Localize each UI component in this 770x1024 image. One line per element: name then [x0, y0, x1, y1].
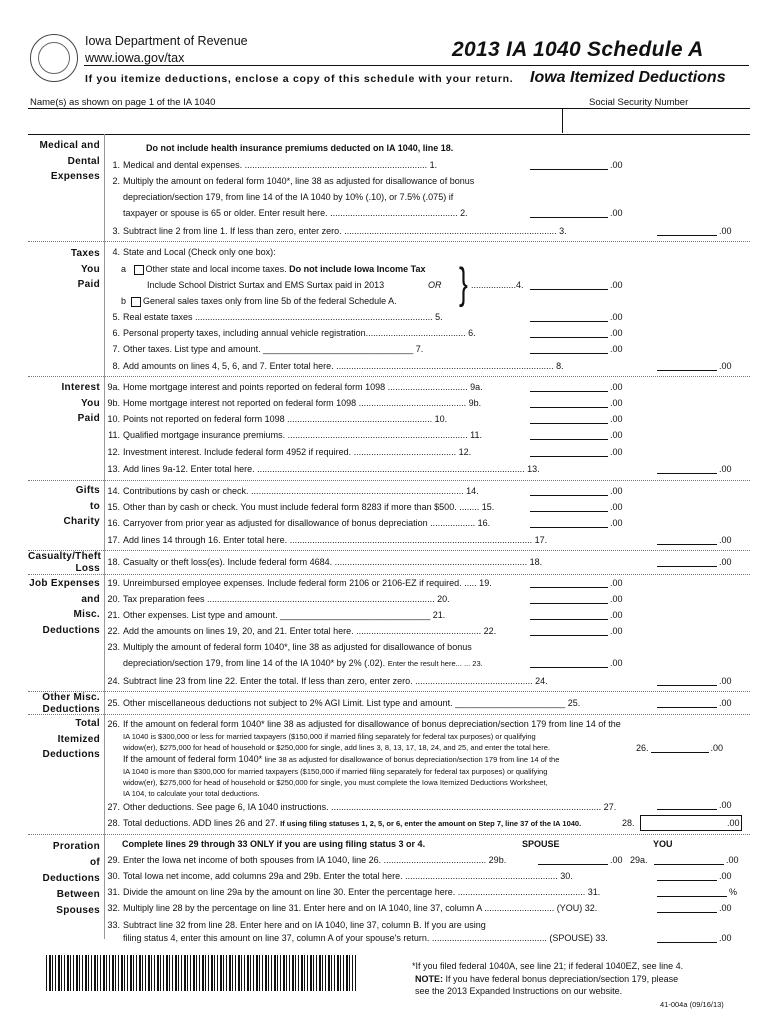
names-label: Name(s) as shown on page 1 of the IA 1040	[30, 97, 216, 108]
line-20-amount[interactable]: .00	[528, 594, 623, 604]
ssn-label: Social Security Number	[589, 97, 689, 108]
line-5: 5. Real estate taxes ............................................................................................... 5.	[112, 312, 443, 322]
line-4b: b General sales taxes only from line 5b of the federal Schedule A.	[121, 296, 397, 306]
line-1-amount[interactable]: .00	[528, 160, 623, 170]
line-4a: a Other state and local income taxes. Do not include Iowa Income Tax	[121, 264, 426, 274]
line-27-amount[interactable]: .00	[655, 800, 732, 810]
checkbox-4a[interactable]	[134, 265, 144, 275]
header-divider-bottom	[28, 134, 750, 135]
form-id: 41-004a (09/16/13)	[660, 1000, 724, 1009]
line-29b-amount[interactable]: .00	[536, 855, 623, 865]
line-24: 24. Subtract line 23 from line 22. Enter the total. If less than zero, enter zero. ............................................... 24.	[107, 676, 548, 686]
line-33: 33. Subtract line 32 from line 28. Enter here and on IA 1040, line 37, column B. If you are using	[107, 920, 486, 930]
line-32: 32. Multiply line 28 by the percentage on line 31. Enter here and on IA 1040, line 37, column A ............................ (YOU) 32.	[107, 903, 598, 913]
line-16-amount[interactable]: .00	[528, 518, 623, 528]
section-separator	[28, 834, 750, 835]
line-9a: 9a. Home mortgage interest and points reported on federal form 1098 ................................ 9a.	[107, 382, 483, 392]
line-26-e: IA 1040 is more than $300,000 for married taxpayers ($150,000 if married filing separately for federal tax purposes) or qualifying	[123, 767, 548, 776]
line-4-amount[interactable]: .00	[528, 280, 623, 290]
line-32-amount[interactable]: .00	[655, 903, 732, 913]
line-8: 8. Add amounts on lines 4, 5, 6, and 7. Enter total here. ....................................................................................... 8.	[112, 361, 564, 371]
section-separator	[28, 550, 750, 551]
line-15: 15. Other than by cash or check. You must include federal form 8283 if more than $500. ........ 15.	[107, 502, 495, 512]
line-14-amount[interactable]: .00	[528, 486, 623, 496]
section-casualty: Casualty/Theft Loss	[28, 551, 102, 574]
line-17: 17. Add lines 14 through 16. Enter total here. ................................................................................................. 17.	[107, 535, 548, 545]
footnote-3: see the 2013 Expanded Instructions on our website.	[415, 986, 623, 996]
section-gifts: Gifts to Charity	[63, 485, 100, 527]
line-25: 25. Other miscellaneous deductions not subject to 2% AGI Limit. List type and amount. ______________________ 25.	[107, 698, 581, 708]
line-22: 22. Add the amounts on lines 19, 20, and 21. Enter total here. .................................................. 22.	[107, 626, 497, 636]
line-30: 30. Total Iowa net income, add columns 29a and 29b. Enter the total here. ............................................................. 30.	[107, 871, 573, 881]
section-total-itemized: Total Itemized Deductions	[42, 718, 100, 760]
line-18: 18. Casualty or theft loss(es). Include federal form 4684. ............................................................................. 18.	[107, 557, 543, 567]
line-16: 16. Carryover from prior year as adjusted for disallowance of bonus depreciation .................. 16.	[107, 518, 491, 528]
section-separator	[28, 714, 750, 715]
line-31: 31. Divide the amount on line 29a by the amount on line 30. Enter the percentage here. ................................................... 31.	[107, 887, 601, 897]
label-column-divider	[104, 134, 105, 939]
line-25-amount[interactable]: .00	[655, 698, 732, 708]
section-separator	[28, 691, 750, 692]
line-26-amount[interactable]: 26. .00	[636, 743, 724, 753]
line-21: 21. Other expenses. List type and amount. ______________________________ 21.	[107, 610, 446, 620]
line-11: 11. Qualified mortgage insurance premiums. ........................................................................ 11.	[108, 430, 482, 440]
section-separator	[28, 376, 750, 377]
section-interest: Interest You Paid	[61, 382, 100, 424]
footnote-2: NOTE: If you have federal bonus depreciation/section 179, please	[415, 974, 679, 984]
medical-note: Do not include health insurance premiums deducted on IA 1040, line 18.	[146, 143, 454, 153]
line-6-amount[interactable]: .00	[528, 328, 623, 338]
line-4: 4. State and Local (Check only one box):	[112, 247, 276, 257]
line-7-amount[interactable]: .00	[528, 344, 623, 354]
section-medical: Medical and Dental Expenses	[39, 140, 100, 182]
line-8-amount[interactable]: .00	[655, 361, 732, 371]
line-28-num: 28.	[622, 818, 635, 828]
line-5-amount[interactable]: .00	[528, 312, 623, 322]
section-separator	[28, 574, 750, 575]
line-15-amount[interactable]: .00	[528, 502, 623, 512]
line-7: 7. Other taxes. List type and amount. ______________________________ 7.	[112, 344, 424, 354]
line-33-amount[interactable]: .00	[655, 933, 732, 943]
spouse-column-header: SPOUSE	[522, 839, 560, 849]
line-17-amount[interactable]: .00	[655, 535, 732, 545]
line-29a-label: 29a.	[630, 855, 648, 865]
line-30-amount[interactable]: .00	[655, 871, 732, 881]
section-job-expenses: Job Expenses and Misc. Deductions	[29, 578, 100, 636]
line-10: 10. Points not reported on federal form 1098 .......................................................... 10.	[107, 414, 448, 424]
brace-icon: }	[458, 259, 468, 308]
line-23: 23. Multiply the amount of federal form 1040*, line 38 as adjusted for disallowance of bonus	[107, 642, 472, 652]
line-26: 26. If the amount on federal form 1040* line 38 as adjusted for disallowance of bonus depreciation/section 179 from line 14 of the	[107, 719, 621, 729]
line-23-cont: depreciation/section 179, from line 14 of the IA 1040* by 2% (.02). Enter the result here... ... 23.	[123, 658, 483, 668]
line-20: 20. Tax preparation fees ........................................................................................... 20.	[107, 594, 450, 604]
line-2-cont: depreciation/section 179, from line 14 of the IA 1040 by 10% (.10), or 7.5% (.075) if	[123, 192, 454, 202]
itemize-instruction: If you itemize deductions, enclose a copy of this schedule with your return.	[85, 73, 514, 85]
line-2-amount[interactable]: .00	[528, 208, 623, 218]
footnote-1: *If you filed federal 1040A, see line 21; if federal 1040EZ, see line 4.	[412, 961, 684, 971]
checkbox-4b[interactable]	[131, 297, 141, 307]
line-19-amount[interactable]: .00	[528, 578, 623, 588]
line-28: 28. Total deductions. ADD lines 26 and 27. If using filing statuses 1, 2, 5, or 6, enter the amount on Step 7, line 37 of the IA 1040.	[107, 818, 582, 828]
header-rule	[84, 65, 749, 66]
line-23-amount[interactable]: .00	[528, 658, 623, 668]
line-12-amount[interactable]: .00	[528, 447, 623, 457]
line-4a-cont: Include School District Surtax and EMS Surtax paid in 2013	[147, 280, 385, 290]
line-24-amount[interactable]: .00	[655, 676, 732, 686]
line-9b-amount[interactable]: .00	[528, 398, 623, 408]
line-26-d: If the amount of federal form 1040* line 38 as adjusted for disallowance of bonus depreciation/section 179 from line 14 of the	[123, 754, 560, 764]
form-title: 2013 IA 1040 Schedule A	[452, 38, 704, 61]
line-22-amount[interactable]: .00	[528, 626, 623, 636]
line-3: 3. Subtract line 2 from line 1. If less than zero, enter zero. ..................................................................................... 3.	[112, 226, 567, 236]
line-1: 1. Medical and dental expenses. ......................................................................... 1.	[112, 160, 438, 170]
section-separator	[28, 480, 750, 481]
iowa-seal-inner	[38, 42, 70, 74]
line-33-cont: filing status 4, enter this amount on line 37, column A of your spouse's return. .............................................. (SPOUSE) 33.	[123, 933, 608, 943]
section-other-misc: Other Misc. Deductions	[42, 692, 100, 715]
line-9a-amount[interactable]: .00	[528, 382, 623, 392]
line-28-cents: .00	[727, 818, 740, 828]
line-26-f: widow(er), $275,000 for head of household or $250,000 for single, you must complete the Iowa Itemized Deductions Worksheet,	[123, 778, 548, 787]
line-12: 12. Investment interest. Include federal form 4952 if required. ......................................... 12.	[107, 447, 472, 457]
line-26-c: widow(er), $275,000 for head of household or $250,000 for single, add lines 3, 8, 13, 17, 18, 24, and 25, and enter the total here.	[123, 743, 550, 752]
proration-note: Complete lines 29 through 33 ONLY if you are using filing status 3 or 4.	[122, 839, 426, 849]
line-9b: 9b. Home mortgage interest not reported on federal form 1098 ........................................... 9b.	[107, 398, 482, 408]
section-taxes: Taxes You Paid	[70, 248, 100, 290]
line-19: 19. Unreimbursed employee expenses. Include federal form 2106 or 2106-EZ if required. ..... 19.	[107, 578, 492, 588]
line-27: 27. Other deductions. See page 6, IA 1040 instructions. ............................................................................................................ 27.	[107, 802, 617, 812]
line-21-amount[interactable]: .00	[528, 610, 623, 620]
you-column-header: YOU	[653, 839, 673, 849]
line-4-num: ..................4.	[471, 280, 524, 290]
line-18-amount[interactable]: .00	[655, 557, 732, 567]
line-26-g: IA 104, to calculate your total deductions.	[123, 789, 260, 798]
ssn-field[interactable]	[562, 108, 563, 133]
agency-url[interactable]: www.iowa.gov/tax	[85, 51, 185, 65]
line-3-amount[interactable]: .00	[655, 226, 732, 236]
agency-name: Iowa Department of Revenue	[85, 34, 248, 48]
line-6: 6. Personal property taxes, including annual vehicle registration........................................ 6.	[112, 328, 476, 338]
line-10-amount[interactable]: .00	[528, 414, 623, 424]
form-subtitle: Iowa Itemized Deductions	[530, 69, 726, 86]
line-31-percent[interactable]: %	[655, 887, 737, 897]
line-13-amount[interactable]: .00	[655, 464, 732, 474]
line-29a-amount[interactable]: .00	[652, 855, 739, 865]
section-separator	[28, 241, 750, 242]
line-29: 29. Enter the Iowa net income of both spouses from IA 1040, line 26. ......................................... 29b.	[107, 855, 507, 865]
line-2-cont2: taxpayer or spouse is 65 or older. Enter result here. ................................................... 2.	[123, 208, 468, 218]
line-2: 2. Multiply the amount on federal form 1040*, line 38 as adjusted for disallowance of bonus	[112, 176, 475, 186]
barcode-icon	[46, 955, 356, 991]
section-proration: Proration of Deductions Between Spouses	[42, 841, 100, 916]
line-13: 13. Add lines 9a-12. Enter total here. ........................................................................................................... 13.	[107, 464, 540, 474]
line-11-amount[interactable]: .00	[528, 430, 623, 440]
header-divider	[28, 108, 750, 109]
line-26-b: IA 1040 is $300,000 or less for married taxpayers ($150,000 if married filing separately for federal tax purposes) or qualifying	[123, 732, 536, 741]
line-4-or: OR	[428, 280, 442, 290]
line-14: 14. Contributions by cash or check. ..................................................................................... 14.	[107, 486, 479, 496]
